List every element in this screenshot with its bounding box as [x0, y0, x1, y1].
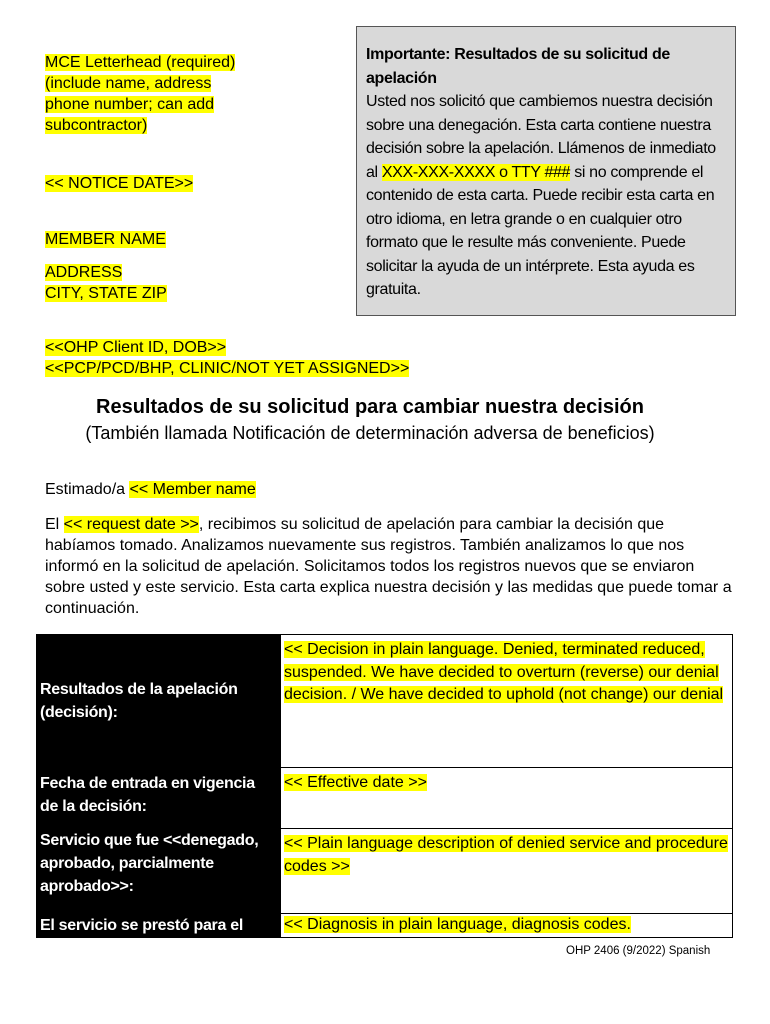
page-title: Resultados de su solicitud para cambiar nuestra decisión — [96, 396, 644, 418]
address-placeholder: ADDRESS — [45, 264, 123, 281]
table-row — [37, 914, 733, 938]
letterhead-line: subcontractor) — [45, 117, 148, 134]
table-row — [37, 768, 733, 829]
row-value — [281, 829, 733, 914]
decision-placeholder: << Decision in plain language. Denied, terminated reduced, suspended. We have decided to overturn (reverse) our denial decision. / We have decided to uphold (not change) our denial — [284, 641, 724, 703]
member-name-field — [45, 230, 166, 250]
table-row — [37, 635, 733, 768]
page-subtitle: (También llamada Notificación de determinación adversa de beneficios) — [85, 423, 655, 443]
greeting-prefix: Estimado/a — [45, 481, 130, 498]
phone-placeholder: XXX-XXX-XXXX o TTY ### — [381, 163, 571, 181]
notice-box-text-continued: si no comprende el contenido de esta carta. Puede recibir esta carta en otro idioma, en letra grande o en cualquier otro formato que le resulte más conveniente. Puede solicitar la ayuda de un intérprete. Esta ayuda es gratuita. — [366, 163, 715, 298]
intro-paragraph — [45, 514, 735, 619]
intro-text: , recibimos su solicitud de apelación para cambiar la decisión que habíamos tomado. Analizamos nuevamente sus registros. También analizamos lo que nos informó en la solicitud de apelación. Solicitamos todos los registros nuevos que se enviaron sobre usted y este servicio. Esta carta explica nuestra decisión y las medidas que puede tomar a continuación. — [45, 516, 732, 617]
row-value — [281, 635, 733, 768]
member-address-field — [45, 262, 167, 304]
diagnosis-placeholder: << Diagnosis in plain language, diagnosis codes. — [284, 916, 631, 933]
row-value — [281, 914, 733, 938]
intro-prefix: El — [45, 516, 64, 533]
client-id-placeholder: <<OHP Client ID, DOB>> — [45, 339, 227, 356]
decision-table — [36, 634, 733, 938]
request-date-placeholder: << request date >> — [63, 516, 199, 533]
row-label: El servicio se prestó para el — [37, 914, 281, 938]
letterhead-line: phone number; can add — [45, 96, 215, 113]
effective-date-placeholder: << Effective date >> — [284, 774, 427, 791]
notice-date-placeholder: << NOTICE DATE>> — [45, 175, 194, 192]
row-label: Resultados de la apelación (decisión): — [37, 635, 281, 768]
row-label: Fecha de entrada en vigencia de la decisión: — [37, 768, 281, 829]
letterhead-line: MCE Letterhead (required) — [45, 54, 236, 71]
letterhead-line: (include name, address — [45, 75, 212, 92]
member-ids — [45, 337, 409, 379]
member-name-greeting-placeholder: << Member name — [129, 481, 256, 498]
important-notice-box — [356, 26, 736, 316]
table-row — [37, 829, 733, 914]
member-name-placeholder: MEMBER NAME — [45, 231, 166, 248]
notice-box-text: Usted nos solicitó que cambiemos nuestra decisión sobre una denegación. Esta carta contiene nuestra decisión sobre la apelación. Llámenos de inmediato al — [366, 93, 716, 181]
row-label: Servicio que fue <<denegado, aprobado, parcialmente aprobado>>: — [37, 829, 281, 914]
form-footer-code: OHP 2406 (9/2022) Spanish — [566, 945, 711, 957]
service-placeholder: << Plain language description of denied service and procedure codes >> — [284, 835, 728, 875]
greeting — [45, 479, 256, 500]
provider-placeholder: <<PCP/PCD/BHP, CLINIC/NOT YET ASSIGNED>> — [45, 360, 410, 377]
notice-date-field — [45, 174, 193, 194]
row-value — [281, 768, 733, 829]
city-state-zip-placeholder: CITY, STATE ZIP — [45, 285, 167, 302]
letterhead-placeholder — [45, 52, 235, 136]
notice-box-title: Importante: Resultados de su solicitud de apelación — [366, 46, 670, 87]
